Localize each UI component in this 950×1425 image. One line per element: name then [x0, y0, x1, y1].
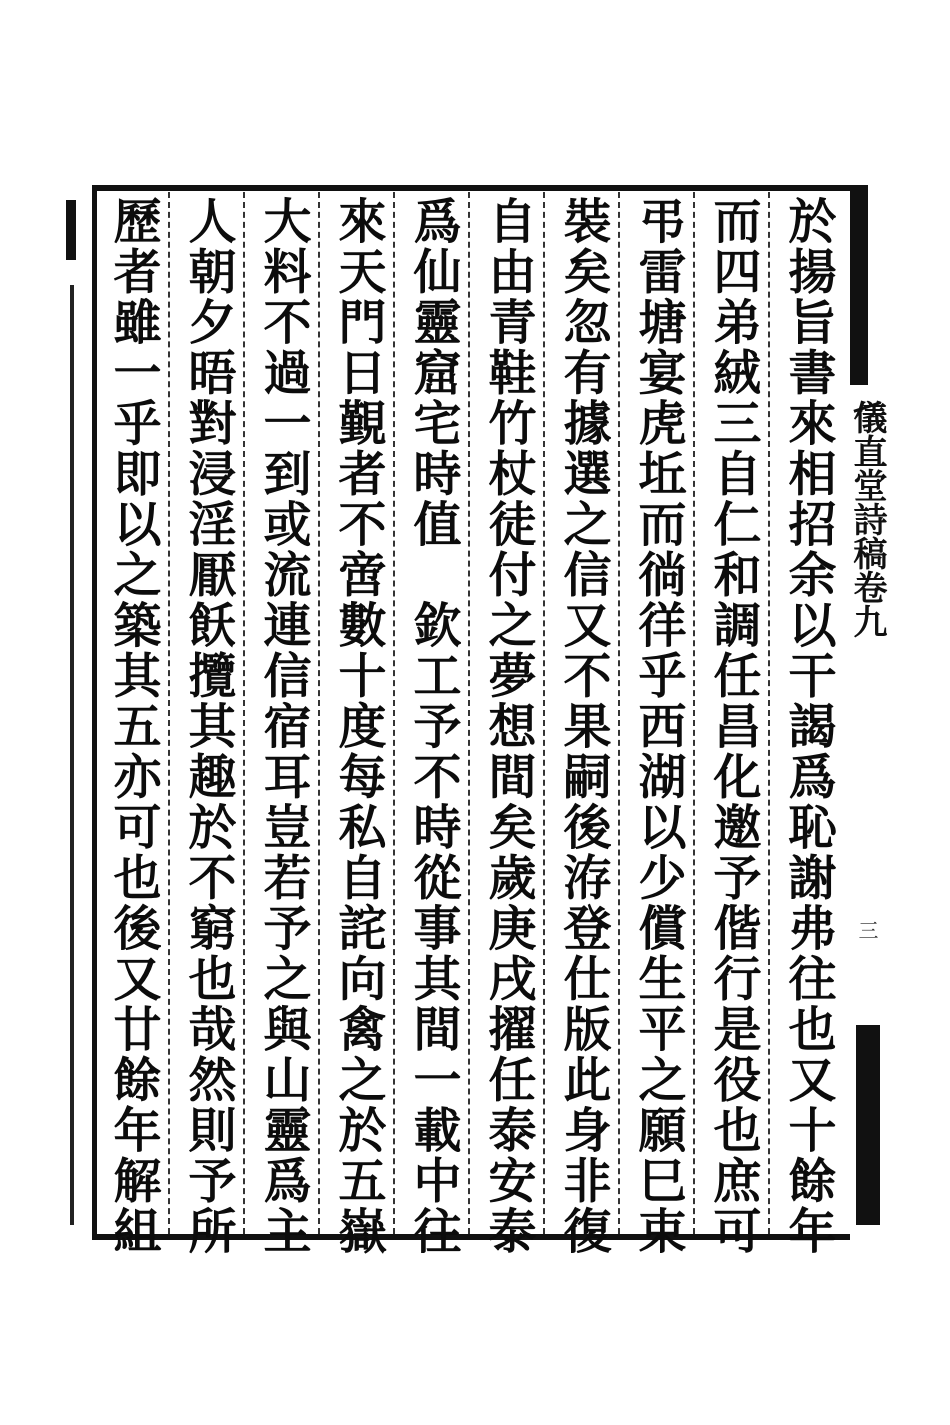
fore-edge-black-mouth-top — [850, 185, 868, 385]
facing-leaf-edge — [66, 200, 76, 260]
column-rule — [468, 192, 470, 1234]
column-rule — [543, 192, 545, 1234]
fore-edge-title: 儀直堂詩稿卷九 — [847, 400, 887, 638]
column-rule — [393, 192, 395, 1234]
text-column-1: 於揚旨書來相招余以干謁爲恥謝弗往也又十餘年 — [780, 196, 836, 1257]
column-rule — [168, 192, 170, 1234]
text-column-10: 歷者雖一乎即以之築其五亦可也後又廿餘年解組 — [105, 196, 161, 1257]
fore-edge-page-number: 三 — [855, 920, 879, 940]
column-rule — [243, 192, 245, 1234]
column-rule — [768, 192, 770, 1234]
text-column-7: 來天門日覲者不啻數十度每私自詫向禽之於五嶽 — [330, 196, 386, 1257]
fore-edge-black-mouth-bottom — [856, 1025, 880, 1225]
text-column-4: 裝矣忽有據選之信又不果嗣後洊登仕版此身非復 — [555, 196, 611, 1257]
text-column-2: 而四弟絨三自仁和調任昌化邀予偕行是役也庶可 — [705, 196, 761, 1257]
text-column-5: 自由青鞋竹杖徒付之夢想間矣歲庚戌擢任泰安泰 — [480, 196, 536, 1257]
column-rule — [318, 192, 320, 1234]
column-rule — [618, 192, 620, 1234]
fore-edge — [847, 185, 887, 1240]
column-rule — [693, 192, 695, 1234]
text-column-8: 大料不過一到或流連信宿耳豈若予之與山靈爲主 — [255, 196, 311, 1257]
text-column-9: 人朝夕晤對浸淫厭飫攬其趣於不窮也哉然則予所 — [180, 196, 236, 1257]
facing-leaf-line — [70, 285, 74, 1225]
text-column-6: 爲仙靈窟宅時值 欽工予不時從事其間一載中往 — [405, 196, 461, 1257]
text-column-3: 弔雷塘宴虎坵而徜徉乎西湖以少償生平之願巳束 — [630, 196, 686, 1257]
